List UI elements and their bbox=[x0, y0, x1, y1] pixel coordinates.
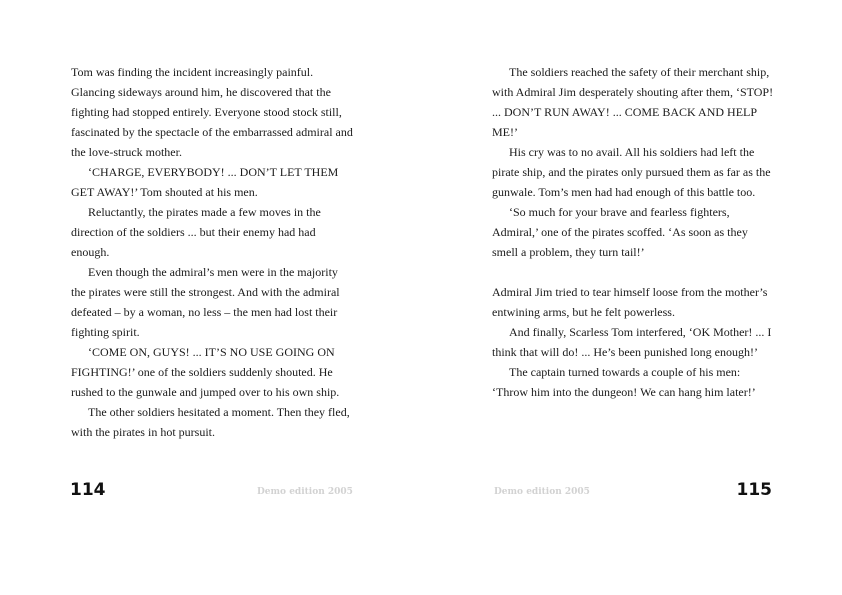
paragraph: Admiral Jim tried to tear himself loose from the mother’s entwining arms, but he felt powerless. bbox=[492, 285, 768, 319]
paragraph: ‘COME ON, GUYS! ... IT’S NO USE GOING ON FIGHTING!’ one of the soldiers suddenly shouted. He rushed to the gunwale and jumped over to his own ship. bbox=[71, 345, 340, 399]
paragraph: ‘So much for your brave and fearless fighters, Admiral,’ one of the pirates scoffed. ‘As soon as they smell a problem, they turn tail!’ bbox=[492, 205, 748, 259]
right-page-text bbox=[492, 62, 774, 402]
paragraph: His cry was to no avail. All his soldiers had left the pirate ship, and the pirates only pursued them as far as the gunwale. Tom’s men had had enough of this battle too. bbox=[492, 145, 771, 199]
paragraph: The soldiers reached the safety of their merchant ship, with Admiral Jim desperately shouting after them, ‘STOP! ... DON’T RUN AWAY! ... COME BACK AND HELP ME!’ bbox=[492, 65, 774, 139]
right-page bbox=[421, 0, 842, 595]
left-page-text bbox=[71, 62, 353, 442]
page-number: 115 bbox=[736, 480, 772, 500]
paragraph: Tom was finding the incident increasingly painful. Glancing sideways around him, he discovered that the fighting had stopped entirely. Everyone stood stock still, fascinated by the spectacle of the embarrassed admiral and the love-struck mother. bbox=[71, 65, 353, 159]
page-number: 114 bbox=[70, 480, 106, 500]
paragraph: And finally, Scarless Tom interfered, ‘OK Mother! ... I think that will do! ... He’s been punished long enough!’ bbox=[492, 325, 772, 359]
demo-watermark: Demo edition 2005 bbox=[257, 487, 353, 497]
paragraph: ‘CHARGE, EVERYBODY! ... DON’T LET THEM GET AWAY!’ Tom shouted at his men. bbox=[71, 165, 339, 199]
paragraph: Reluctantly, the pirates made a few moves in the direction of the soldiers ... but their enemy had had enough. bbox=[71, 205, 321, 259]
paragraph: Even though the admiral’s men were in the majority the pirates were still the strongest. And with the admiral defeated – by a woman, no less – the men had lost their fighting spirit. bbox=[71, 265, 340, 339]
section-break bbox=[492, 262, 774, 282]
paragraph: The captain turned towards a couple of his men: ‘Throw him into the dungeon! We can hang him later!’ bbox=[492, 365, 756, 399]
demo-watermark: Demo edition 2005 bbox=[494, 487, 590, 497]
paragraph: The other soldiers hesitated a moment. Then they fled, with the pirates in hot pursuit. bbox=[71, 405, 350, 439]
